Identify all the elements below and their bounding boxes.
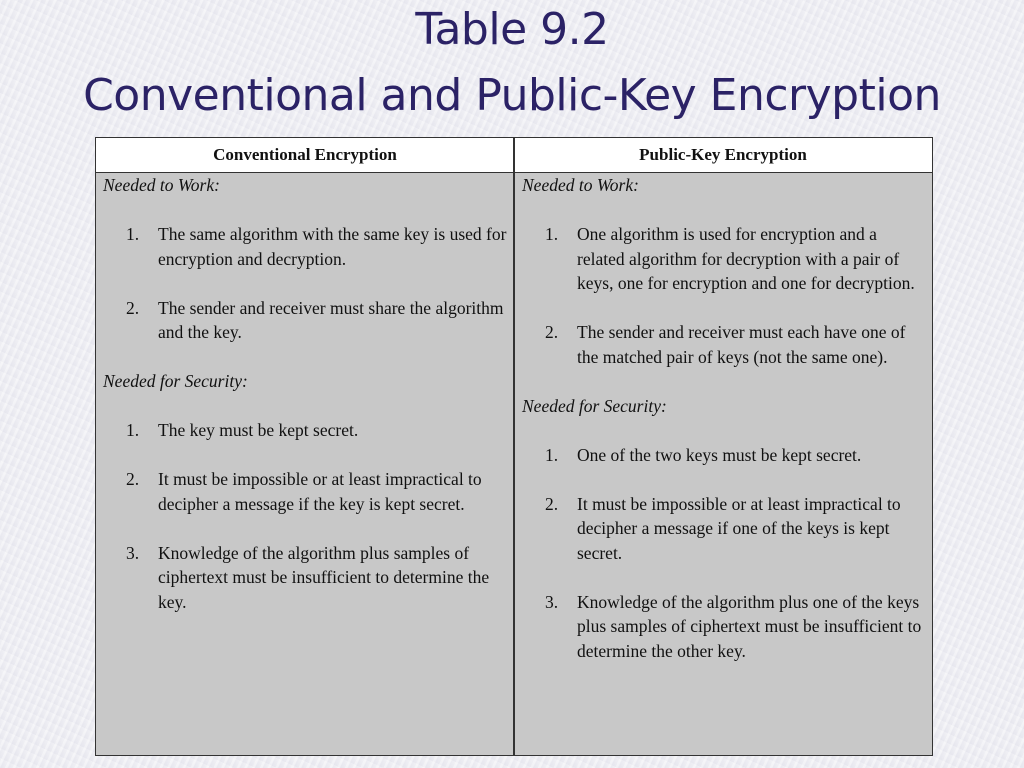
public-key-column [522, 173, 926, 663]
item-number: 1. [126, 224, 140, 244]
list-item [103, 467, 508, 516]
security-requirements-list [103, 418, 508, 614]
item-text: Knowledge of the algorithm plus samples of ciphertext must be insufficient to determine the key. [158, 542, 490, 612]
section-label-security: Needed for Security: [103, 371, 248, 391]
comparison-table [95, 137, 933, 756]
item-number: 1. [126, 420, 140, 440]
list-item [103, 541, 508, 615]
list-item [522, 443, 926, 468]
security-requirements-list [522, 443, 926, 664]
item-number: 1. [545, 444, 559, 465]
item-number: 3. [545, 591, 559, 612]
item-text: The same algorithm with the same key is used for encryption and decryption. [158, 224, 507, 269]
item-text: The sender and receiver must share the algorithm and the key. [158, 297, 504, 342]
list-item [103, 418, 508, 443]
item-text: It must be impossible or at least impractical to decipher a message if one of the keys is kept secret. [577, 493, 901, 563]
item-number: 2. [545, 322, 559, 342]
section-label-work: Needed to Work: [103, 175, 220, 195]
column-divider [513, 138, 515, 755]
title-table-caption: Conventional and Public-Key Encryption [83, 70, 941, 121]
item-number: 2. [545, 493, 559, 514]
list-item [103, 296, 508, 345]
item-text: Knowledge of the algorithm plus one of the keys plus samples of ciphertext must be insufficient to determine the other key. [577, 591, 922, 661]
title-table-number: Table 9.2 [415, 4, 609, 55]
item-number: 2. [126, 469, 140, 489]
work-requirements-list [522, 222, 926, 369]
item-text: The key must be kept secret. [158, 420, 359, 440]
item-text: One algorithm is used for encryption and a related algorithm for decryption with a pair of keys, one for encryption and one for decryption. [577, 224, 915, 293]
header-conventional: Conventional Encryption [213, 145, 397, 164]
work-requirements-list [103, 222, 508, 345]
list-item [522, 590, 926, 664]
item-number: 2. [126, 297, 140, 318]
section-label-work: Needed to Work: [522, 175, 639, 195]
item-text: One of the two keys must be kept secret. [577, 444, 862, 465]
header-public-key: Public-Key Encryption [639, 145, 807, 164]
list-item [522, 222, 926, 296]
list-item [103, 222, 508, 271]
conventional-column [103, 173, 508, 614]
item-number: 3. [126, 542, 140, 563]
section-label-security: Needed for Security: [522, 395, 667, 416]
list-item [522, 492, 926, 566]
item-text: It must be impossible or at least impractical to decipher a message if the key is kept secret. [158, 469, 482, 514]
item-number: 1. [545, 224, 559, 244]
list-item [522, 320, 926, 369]
item-text: The sender and receiver must each have one of the matched pair of keys (not the same one). [577, 322, 906, 367]
